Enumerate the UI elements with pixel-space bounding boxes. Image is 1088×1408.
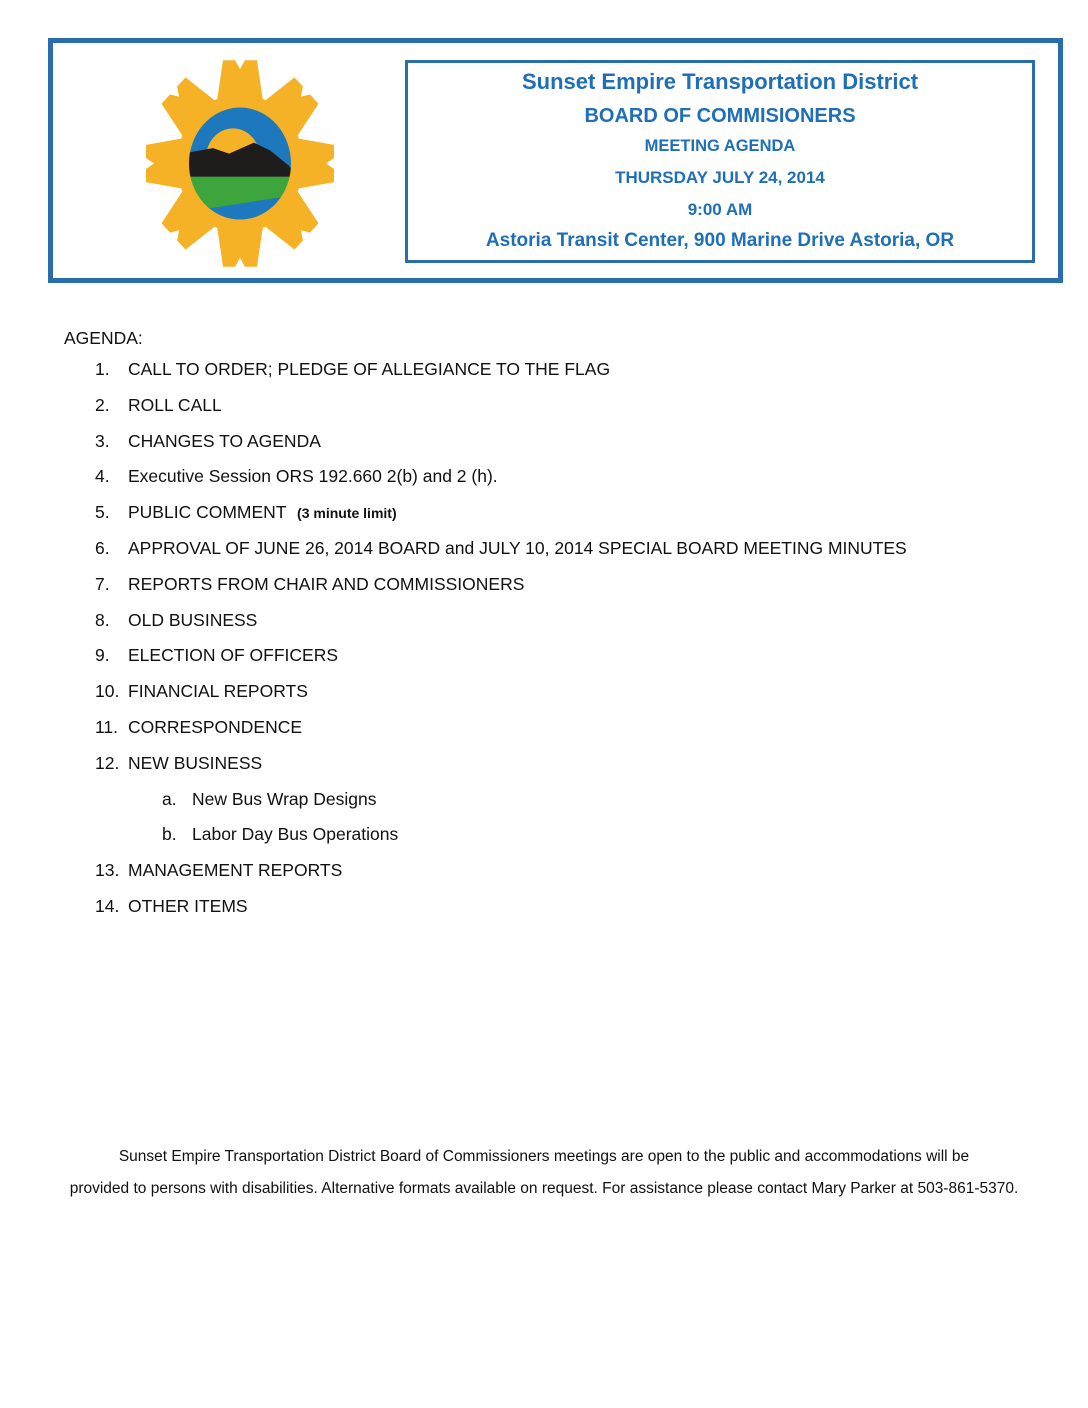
- item-text: CHANGES TO AGENDA: [128, 430, 321, 451]
- item-number: 6.: [95, 537, 110, 558]
- agenda-item: [0, 715, 1088, 751]
- agenda-item: [0, 500, 1088, 536]
- item-text: CORRESPONDENCE: [128, 716, 303, 737]
- agenda-label: AGENDA:: [64, 328, 143, 348]
- item-number: 10.: [95, 681, 120, 702]
- item-number: 3.: [95, 430, 110, 451]
- header-title-box: [405, 60, 1035, 263]
- item-text: CALL TO ORDER; PLEDGE OF ALLEGIANCE TO THE FLAG: [128, 359, 611, 379]
- item-text: Labor Day Bus Operations: [192, 824, 399, 845]
- agenda-subitem: [0, 787, 1088, 823]
- agenda-item: [0, 894, 1088, 930]
- item-number: 2.: [95, 394, 110, 415]
- item-number: 12.: [95, 752, 120, 773]
- item-number: 7.: [95, 573, 110, 594]
- district-gear-logo: [143, 57, 337, 270]
- accessibility-notice-line1: Sunset Empire Transportation District Board of Commissioners meetings are open to the public and accommodations will be: [118, 1148, 970, 1165]
- header-box: [48, 38, 1063, 283]
- item-number: 13.: [95, 860, 120, 881]
- meeting-location: Astoria Transit Center, 900 Marine Drive Astoria, OR: [485, 230, 955, 251]
- item-text: Executive Session ORS 192.660 2(b) and 2 (h).: [128, 466, 498, 487]
- item-number: 5.: [95, 502, 110, 523]
- item-text: MANAGEMENT REPORTS: [128, 860, 343, 881]
- board-title: BOARD OF COMMISIONERS: [584, 105, 856, 127]
- agenda-item: [0, 858, 1088, 894]
- item-note: (3 minute limit): [297, 505, 397, 522]
- item-number: 4.: [95, 466, 110, 487]
- item-text: NEW BUSINESS: [128, 752, 263, 773]
- agenda-item: [0, 464, 1088, 500]
- org-name: Sunset Empire Transportation District: [521, 69, 919, 94]
- item-number: 8.: [95, 609, 110, 630]
- agenda-item: [0, 608, 1088, 644]
- item-text: ROLL CALL: [128, 394, 222, 415]
- agenda-item: [0, 393, 1088, 429]
- agenda-item: [0, 429, 1088, 465]
- item-text: ELECTION OF OFFICERS: [128, 645, 339, 666]
- item-text: New Bus Wrap Designs: [192, 788, 377, 809]
- doc-type: MEETING AGENDA: [644, 137, 796, 155]
- item-text: OTHER ITEMS: [128, 895, 248, 916]
- item-text: FINANCIAL REPORTS: [128, 681, 308, 702]
- agenda-item: [0, 751, 1088, 787]
- accessibility-notice: [0, 1146, 1088, 1210]
- agenda-item: [0, 357, 1088, 393]
- item-letter: a.: [162, 788, 177, 809]
- meeting-date: THURSDAY JULY 24, 2014: [615, 168, 825, 187]
- agenda-item: [0, 679, 1088, 715]
- item-number: 9.: [95, 645, 110, 666]
- agenda-subitem: [0, 822, 1088, 858]
- item-letter: b.: [162, 824, 177, 845]
- item-text: APPROVAL OF JUNE 26, 2014 BOARD and JULY 10, 2014 SPECIAL BOARD MEETING MINUTES: [128, 537, 907, 558]
- item-text: REPORTS FROM CHAIR AND COMMISSIONERS: [128, 573, 525, 594]
- accessibility-notice-line2: provided to persons with disabilities. Alternative formats available on request. For assistance please contact Mary Parker at 503-861-5370.: [69, 1180, 1019, 1197]
- agenda-item: [0, 536, 1088, 572]
- agenda-list: [0, 357, 1088, 930]
- item-number: 14.: [95, 895, 120, 916]
- item-number: 11.: [95, 716, 119, 737]
- item-number: 1.: [95, 359, 110, 379]
- meeting-time: 9:00 AM: [687, 200, 753, 219]
- agenda-item: [0, 643, 1088, 679]
- item-text: OLD BUSINESS: [128, 609, 258, 630]
- item-text: PUBLIC COMMENT: [128, 502, 287, 523]
- agenda-item: [0, 572, 1088, 608]
